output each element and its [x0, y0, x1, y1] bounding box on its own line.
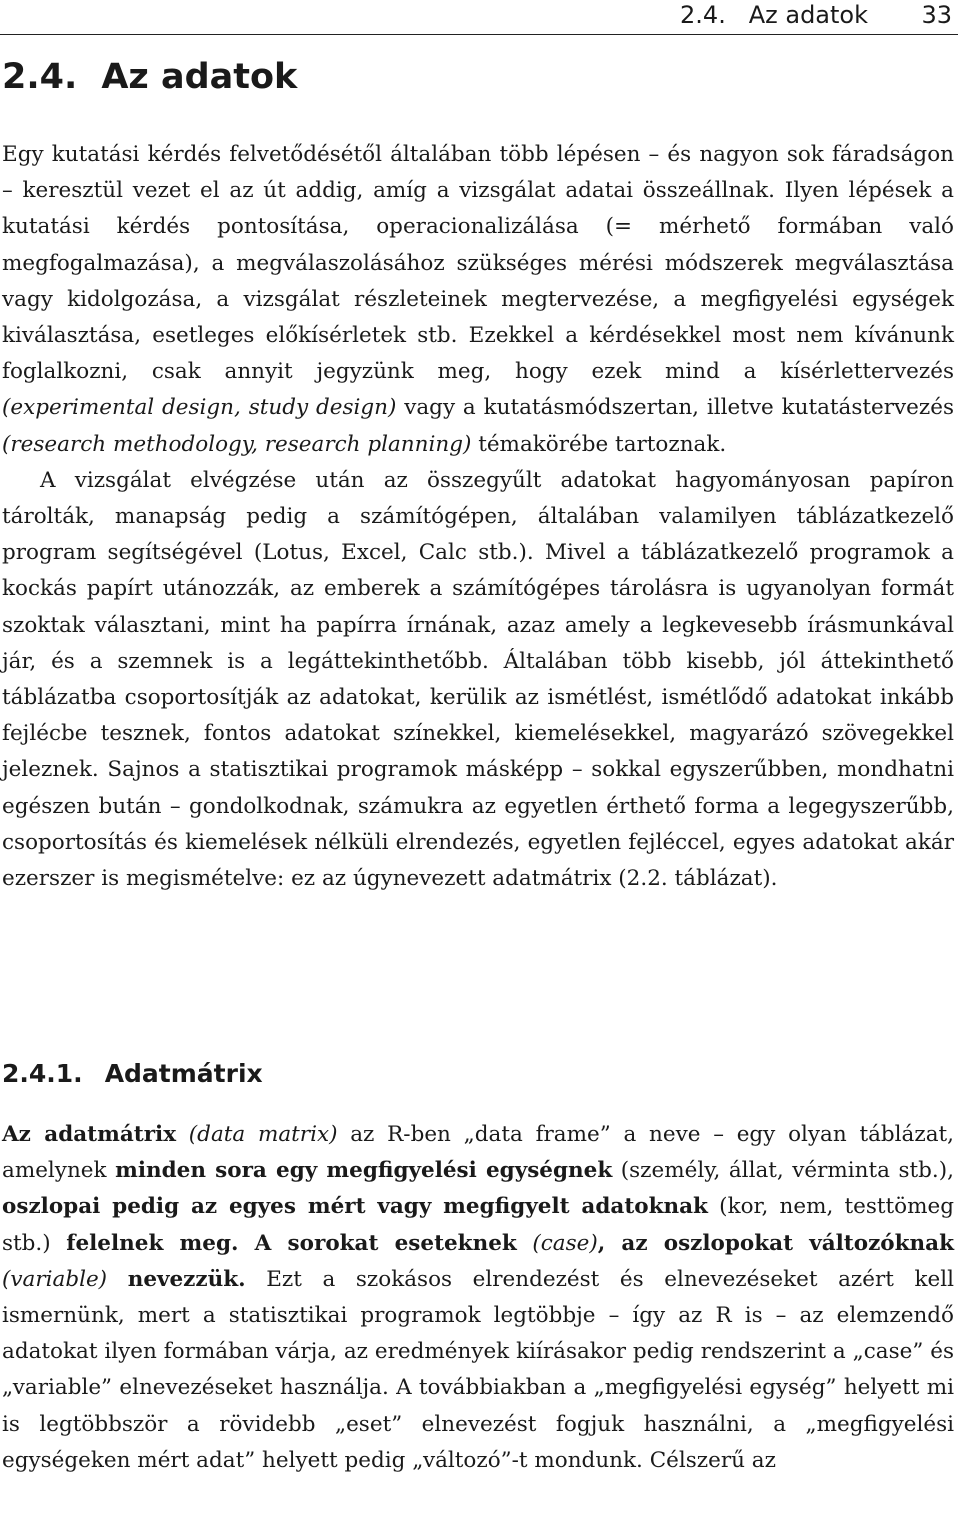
- bold-text-run: , az oszlopokat változóknak: [597, 1230, 954, 1256]
- text-run: témakörébe tartoznak.: [471, 431, 727, 457]
- running-head: [0, 0, 958, 35]
- paragraph: [2, 463, 954, 897]
- subsection-heading: [2, 1059, 263, 1088]
- bold-text-run: Az adatmátrix: [2, 1122, 177, 1147]
- section-title: Az adatok: [101, 57, 298, 97]
- running-head-title: 2.4. Az adatok: [680, 1, 868, 29]
- text-run: vagy a kutatásmódszertan, illetve kutatástervezés: [396, 395, 954, 421]
- section-number: 2.4.: [2, 57, 78, 97]
- bold-text-run: minden sora egy megfigyelési egységnek: [115, 1158, 613, 1184]
- paragraph: [2, 137, 954, 463]
- text-run: Egy kutatási kérdés felvetődésétől általában több lépésen – és nagyon sok fáradságon – keresztül vezet el az út addig, amíg a vizsgálat adatai összeállnak. Ilyen lépések a kutatási kérdés pontosítása, operacionalizálása (= mérhető formában való megfogalmazása), a megválaszolásához szükséges mérési módszerek megválasztása vagy kidolgozása, a vizsgálat részleteinek megtervezése, a megfigyelési egységek kiválasztása, esetleges előkísérletek stb. Ezekkel a kérdésekkel most nem kívánunk foglalkozni, csak annyit jegyzünk meg, hogy ezek mind a kísérlettervezés: [2, 142, 954, 385]
- subsection-body: [2, 1117, 954, 1479]
- paragraph: [2, 1117, 954, 1479]
- text-run: (személy, állat, vérminta stb.),: [612, 1158, 954, 1184]
- text-run: az R-ben „data frame” a neve – egy olyan táblázat, amelynek: [2, 1122, 954, 1184]
- page-number: 33: [921, 1, 952, 29]
- italic-text-run: (variable): [2, 1266, 108, 1292]
- subsection-number: 2.4.1.: [2, 1059, 83, 1088]
- text-run: [107, 1267, 128, 1292]
- bold-text-run: oszlopai pedig az egyes mért vagy megfigyelt adatoknak: [2, 1194, 708, 1220]
- section-heading: [2, 57, 297, 97]
- section-body: [2, 137, 954, 897]
- bold-text-run: nevezzük.: [127, 1266, 246, 1292]
- text-run: A vizsgálat elvégzése után az összegyűlt adatokat hagyományosan papíron tárolták, manapság pedig a számítógépen, általában valamilyen táblázatkezelő program segítségével (Lotus, Excel, Calc stb.). Mivel a táblázatkezelő programok a kockás papírt utánozzák, az emberek a számítógépes tárolásra is ugyanolyan formát szoktak választani, mint ha papírra írnának, azaz amely a legkevesebb írásmunkával jár, és a szemnek is a legáttekinthetőbb. Általában több kisebb, jól áttekinthető táblázatba csoportosítják az adatokat, kerülik az ismétlést, ismétlődő adatokat inkább fejlécbe tesznek, fontos adatokat színekkel, kiemelésekkel, magyarázó szövegekkel jeleznek. Sajnos a statisztikai programok másképp – sokkal egyszerűbben, mondhatni egészen bután – gondolkodnak, számukra az egyetlen érthető forma a legegyszerűbb, csoportosítás és kiemelések nélküli elrendezés, egyetlen fejléccel, egyes adatokat akár ezerszer is megismételve: ez az úgynevezett adatmátrix (2.2. táblázat).: [2, 467, 954, 892]
- italic-text-run: (case): [532, 1230, 598, 1256]
- bold-text-run: felelnek meg. A sorokat eseteknek: [66, 1230, 517, 1256]
- text-run: Ezt a szokásos elrendezést és elnevezéseket azért kell ismernünk, mert a statisztikai programok legtöbbje – így az R is – az elemzendő adatokat ilyen formában várja, az eredmények kiírásakor pedig rendszerint a „case” és „variable” elnevezéseket használja. A továbbiakban a „megfigyelési egység” helyett mi is legtöbbször a rövidebb „eset” elnevezést fogjuk használni, a „megfigyelési egységeken mért adat” helyett pedig „változó”-t mondunk. Célszerű az: [2, 1266, 954, 1473]
- subsection-title: Adatmátrix: [104, 1059, 263, 1088]
- text-run: [176, 1122, 189, 1147]
- italic-text-run: (data matrix): [188, 1122, 338, 1147]
- italic-text-run: (experimental design, study design): [2, 395, 397, 421]
- text-run: [517, 1231, 533, 1256]
- italic-text-run: (research methodology, research planning): [2, 431, 472, 457]
- text-run: (kor, nem, testtömeg stb.): [2, 1194, 954, 1256]
